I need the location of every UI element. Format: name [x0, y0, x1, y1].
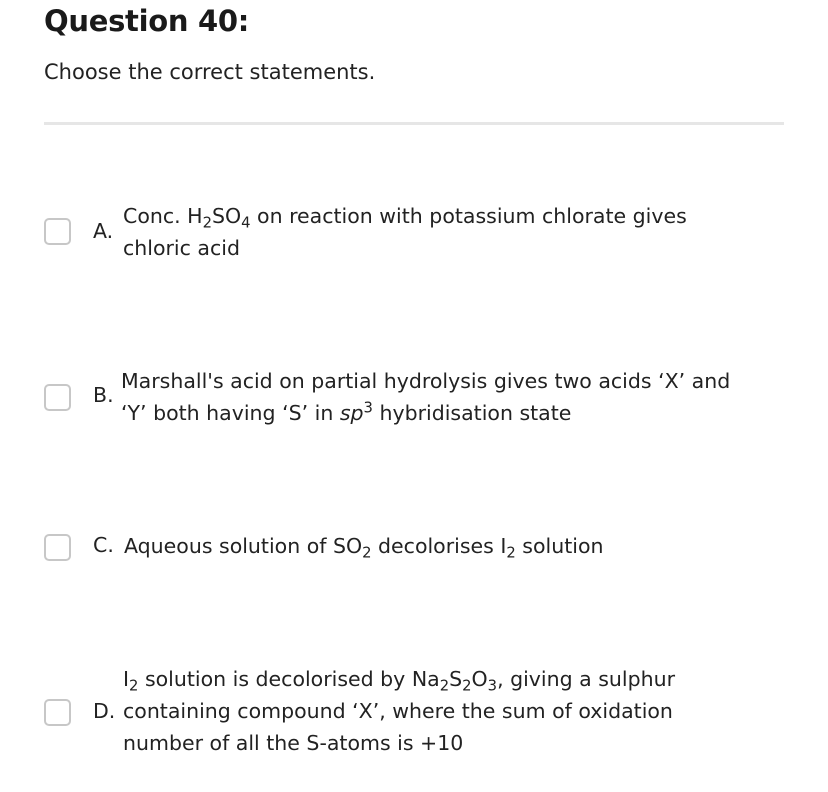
divider — [44, 122, 784, 125]
option-text-line: Marshall's acid on partial hydrolysis gives two acids ‘X’ and — [121, 369, 731, 393]
option-text-line: $I_2$ solution is decolorised by $Na_2S_2O_3$, giving a sulphur — [123, 667, 676, 695]
option-b-text — [121, 365, 730, 429]
option-b-checkbox[interactable] — [44, 384, 71, 411]
option-c-text — [124, 530, 603, 562]
option-d-letter: D. — [93, 699, 116, 723]
question-prompt: Choose the correct statements. — [44, 60, 376, 84]
option-d-checkbox[interactable] — [44, 699, 71, 726]
option-c-checkbox[interactable] — [44, 534, 71, 561]
option-text-line: ‘Y’ both having ‘S’ in $sp^3$ hybridisation state — [121, 399, 572, 425]
option-d-text — [123, 663, 675, 759]
option-text-line: Conc. $H_2SO_4$ on reaction with potassium chlorate gives — [123, 204, 687, 232]
question-title: Question 40: — [44, 4, 250, 38]
option-a-text — [123, 200, 687, 264]
option-text-line: chloric acid — [123, 236, 240, 260]
option-a-checkbox[interactable] — [44, 218, 71, 245]
option-text-line: containing compound ‘X’, where the sum of oxidation — [123, 699, 673, 723]
option-a-letter: A. — [93, 219, 114, 243]
option-c-letter: C. — [93, 533, 114, 557]
option-b-letter: B. — [93, 383, 114, 407]
option-text-line: number of all the S-atoms is +10 — [123, 731, 464, 755]
option-text-line: Aqueous solution of $SO_2$ decolorises $I_2$ solution — [124, 534, 604, 562]
